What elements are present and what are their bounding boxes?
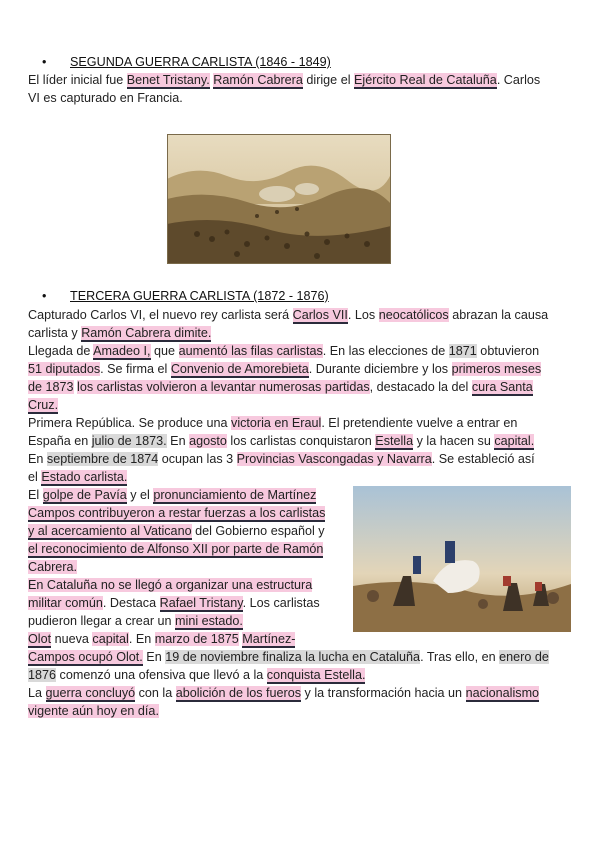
highlighted-text: capital.: [494, 434, 535, 448]
text-segment: dirige el: [302, 73, 354, 87]
text-line: [28, 432, 534, 450]
highlighted-text: enero de: [499, 650, 549, 664]
text-line: [28, 594, 320, 612]
highlighted-text: Ejército Real de Cataluña: [354, 73, 497, 87]
text-segment: nueva: [51, 632, 93, 646]
text-segment: En: [166, 434, 190, 448]
text-line: [28, 576, 312, 594]
text-line: [28, 306, 548, 324]
text-segment: . Los carlistas: [242, 596, 320, 610]
highlighted-text: neocatólicos: [378, 308, 449, 322]
text-line: [28, 522, 325, 540]
highlighted-text: el reconocimiento de Alfonso XII por parte de Ramón: [28, 542, 324, 556]
text-segment: del Gobierno español y: [191, 524, 325, 538]
text-segment: . Se firma el: [100, 362, 171, 376]
text-segment: En: [28, 452, 47, 466]
text-line: [28, 414, 517, 432]
bullet-icon: •: [42, 289, 47, 303]
text-segment: y la hacen su: [413, 434, 495, 448]
highlighted-text: 51 diputados: [28, 362, 101, 376]
section-heading-tercera-guerra: • TERCERA GUERRA CARLISTA (1872 - 1876): [42, 289, 329, 303]
text-line: [28, 486, 316, 504]
highlighted-text: militar común: [28, 596, 103, 610]
highlighted-text: Amadeo I,: [93, 344, 151, 358]
highlighted-text: abolición de los fueros: [175, 686, 302, 700]
text-segment: . Durante diciembre y los: [308, 362, 452, 376]
text-line: [28, 342, 539, 360]
highlighted-text: Rafael Tristany: [159, 596, 243, 610]
highlighted-text: cura Santa: [471, 380, 533, 394]
text-segment: . El pretendiente vuelve a entrar en: [321, 416, 518, 430]
highlighted-text: guerra concluyó: [45, 686, 136, 700]
text-segment: , destacado la del: [369, 380, 472, 394]
text-segment: Primera República. Se produce una: [28, 416, 232, 430]
highlighted-text: 1871: [448, 344, 477, 358]
text-line: [28, 378, 533, 396]
highlighted-text: capital: [92, 632, 129, 646]
text-segment: . Se estableció así: [431, 452, 535, 466]
text-segment: carlista y: [28, 326, 82, 340]
highlighted-text: Ramón Cabrera dimite.: [81, 326, 212, 340]
highlighted-text: de 1873: [28, 380, 74, 394]
text-segment: ocupan las 3: [158, 452, 237, 466]
text-line: [28, 468, 127, 486]
text-line: [28, 558, 77, 576]
highlighted-text: pronunciamiento de Martínez: [153, 488, 317, 502]
text-segment: En: [142, 650, 166, 664]
text-segment: VI es capturado en Francia.: [28, 91, 183, 105]
text-segment: La: [28, 686, 46, 700]
highlighted-text: nacionalismo: [465, 686, 540, 700]
highlighted-text: Ramón Cabrera: [213, 73, 303, 87]
text-segment: y el: [126, 488, 154, 502]
text-segment: . Los: [347, 308, 379, 322]
text-line: [28, 504, 325, 522]
highlighted-text: septiembre de 1874: [46, 452, 159, 466]
highlighted-text: vigente aún hoy en día.: [28, 704, 159, 718]
text-segment: Capturado Carlos VI, el nuevo rey carlista será: [28, 308, 293, 322]
text-segment: . Destaca: [102, 596, 160, 610]
highlighted-text: Olot: [28, 632, 52, 646]
highlighted-text: agosto: [189, 434, 227, 448]
highlighted-text: Martínez-: [242, 632, 296, 646]
text-line: [28, 666, 365, 684]
highlighted-text: En Cataluña no se llegó a organizar una estructura: [28, 578, 313, 592]
highlighted-text: Cruz.: [28, 398, 59, 412]
text-segment: El líder inicial fue: [28, 73, 127, 87]
text-segment: . En las elecciones de: [322, 344, 449, 358]
bullet-icon: •: [42, 55, 47, 69]
text-line: [28, 540, 323, 558]
highlighted-text: y al acercamiento al Vaticano: [28, 524, 192, 538]
text-line: [28, 702, 159, 720]
text-segment: los carlistas conquistaron: [226, 434, 376, 448]
highlighted-text: Campos ocupó Olot.: [28, 650, 143, 664]
text-line: [28, 71, 540, 89]
highlighted-text: mini estado.: [175, 614, 243, 628]
text-line: [28, 396, 58, 414]
text-segment: que: [150, 344, 179, 358]
text-segment: y la transformación hacia un: [301, 686, 466, 700]
text-line: [28, 324, 211, 342]
highlighted-text: 19 de noviembre finaliza la lucha en Cataluña: [165, 650, 421, 664]
text-line: [28, 89, 183, 107]
highlighted-text: aumentó las filas carlistas: [178, 344, 323, 358]
text-line: [28, 360, 541, 378]
highlighted-text: primeros meses: [451, 362, 542, 376]
highlighted-text: marzo de 1875: [154, 632, 239, 646]
highlighted-text: Provincias Vascongadas y Navarra: [236, 452, 432, 466]
text-segment: España en: [28, 434, 92, 448]
cavalry-painting-image: [353, 486, 571, 632]
highlighted-text: 1876: [28, 668, 57, 682]
highlighted-text: Carlos VII: [292, 308, 348, 322]
highlighted-text: los carlistas volvieron a levantar numerosas partidas: [77, 380, 370, 394]
highlighted-text: Estado carlista.: [41, 470, 128, 484]
text-segment: . Carlos: [496, 73, 541, 87]
highlighted-text: golpe de Pavía: [42, 488, 127, 502]
text-line: [28, 612, 243, 630]
highlighted-text: julio de 1873.: [91, 434, 167, 448]
highlighted-text: Estella: [375, 434, 414, 448]
text-segment: El: [28, 488, 43, 502]
text-segment: obtuvieron: [476, 344, 540, 358]
text-segment: el: [28, 470, 42, 484]
highlighted-text: Cabrera.: [28, 560, 77, 574]
text-line: [28, 630, 295, 648]
highlighted-text: victoria en Eraul: [231, 416, 322, 430]
text-segment: Llegada de: [28, 344, 94, 358]
text-line: [28, 648, 549, 666]
highlighted-text: Benet Tristany.: [126, 73, 210, 87]
text-segment: . Tras ello, en: [420, 650, 500, 664]
highlighted-text: Convenio de Amorebieta: [170, 362, 309, 376]
section-heading-segunda-guerra: • SEGUNDA GUERRA CARLISTA (1846 - 1849): [42, 55, 331, 69]
highlighted-text: conquista Estella.: [266, 668, 366, 682]
battle-engraving-image: [167, 134, 391, 264]
highlighted-text: Campos contribuyeron a restar fuerzas a los carlistas: [28, 506, 326, 520]
text-segment: . En: [128, 632, 155, 646]
text-line: [28, 450, 535, 468]
text-segment: comenzó una ofensiva que llevó a la: [56, 668, 267, 682]
text-segment: pudieron llegar a crear un: [28, 614, 176, 628]
text-line: [28, 684, 539, 702]
text-segment: con la: [135, 686, 176, 700]
text-segment: abrazan la causa: [448, 308, 549, 322]
